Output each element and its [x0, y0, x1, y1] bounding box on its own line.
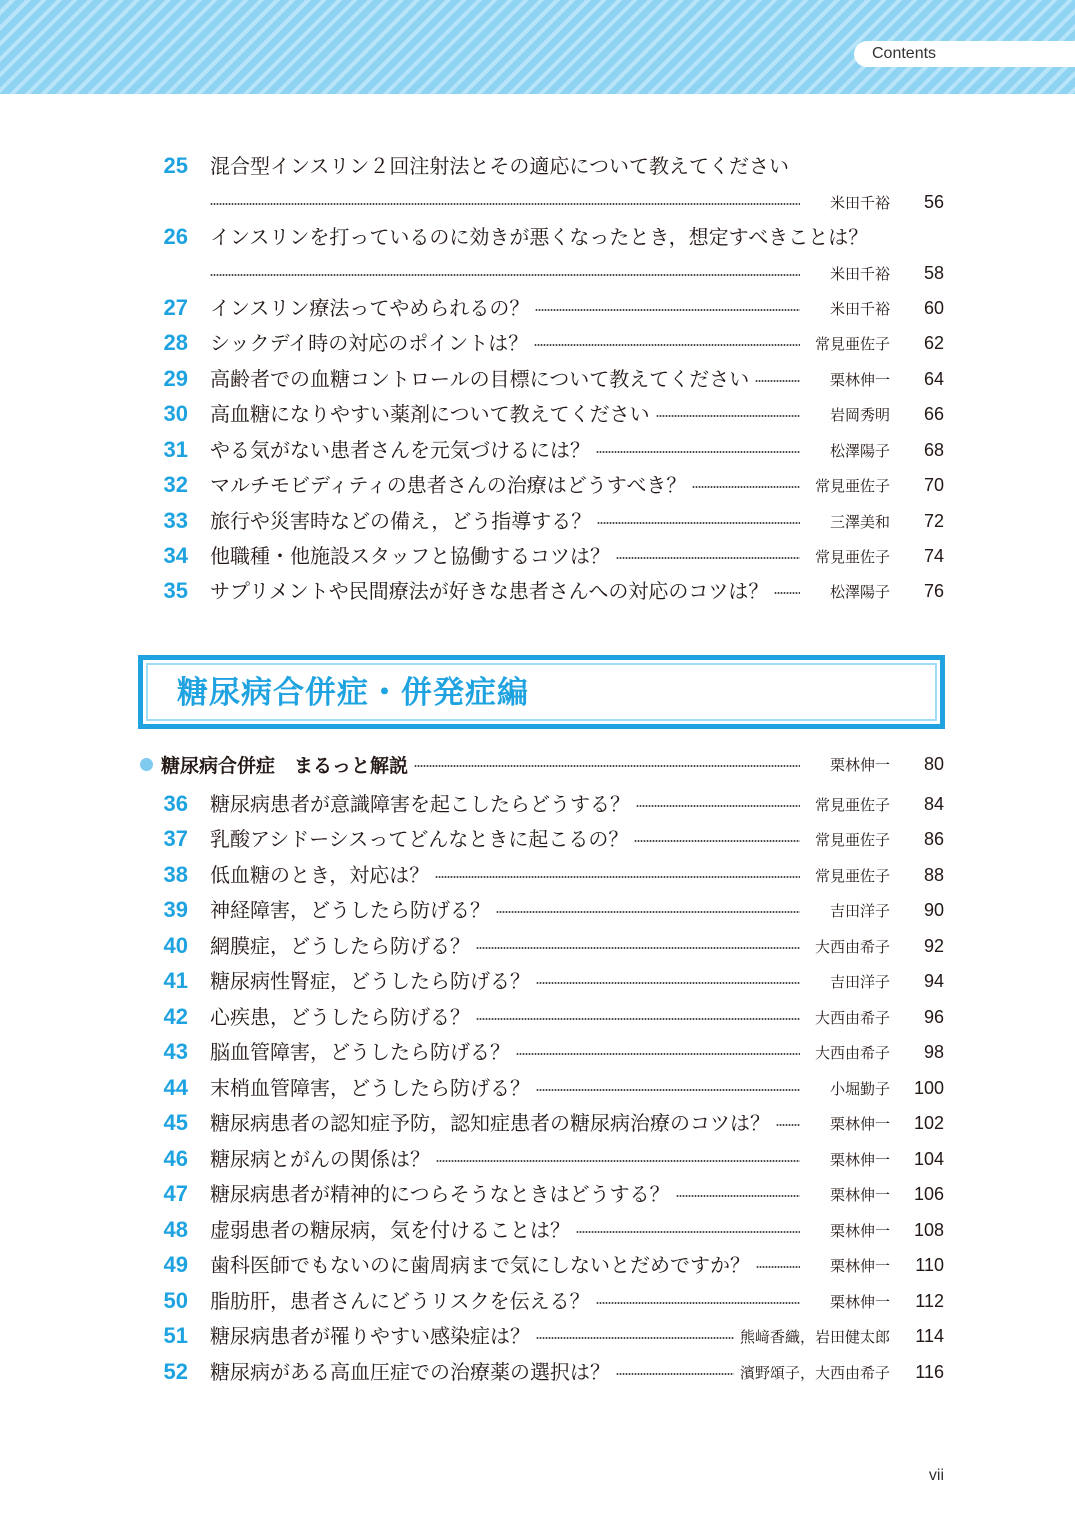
toc-entry[interactable] — [150, 365, 944, 400]
entry-number: 51 — [163, 1323, 188, 1348]
leader-dots — [616, 1373, 734, 1375]
entry-author: 小堀勤子 — [829, 1079, 890, 1098]
entry-author: 常見亜佐子 — [814, 334, 890, 353]
entry-page: 112 — [915, 1290, 944, 1311]
entry-page: 116 — [915, 1361, 944, 1382]
leader-dots — [634, 840, 800, 842]
entry-author: 濱野頌子，大西由希子 — [739, 1363, 890, 1382]
entry-page: 66 — [923, 403, 944, 424]
section-title: 糖尿病合併症・併発症編 — [177, 675, 529, 711]
entry-title: サプリメントや民間療法が好きな患者さんへの対応のコツは？ — [210, 579, 769, 603]
entry-author: 松澤陽子 — [829, 582, 890, 601]
entry-number: 33 — [163, 508, 188, 533]
entry-title: 糖尿病とがんの関係は？ — [210, 1147, 430, 1171]
leader-dots — [210, 274, 800, 276]
entry-number: 28 — [163, 330, 188, 355]
entry-page: 96 — [923, 1006, 944, 1027]
entry-number: 42 — [163, 1004, 188, 1029]
entry-number: 48 — [163, 1217, 188, 1242]
leader-dots — [210, 203, 800, 205]
entry-page: 86 — [923, 828, 944, 849]
leader-dots — [692, 486, 800, 488]
toc-entry[interactable] — [150, 1038, 944, 1073]
entry-page: 84 — [923, 793, 944, 814]
leader-dots — [536, 1089, 800, 1091]
entry-author: 栗林伸一 — [829, 1256, 890, 1275]
leader-dots — [535, 309, 800, 311]
entry-title: やる気がない患者さんを元気づけるには？ — [210, 438, 590, 462]
entry-title: 混合型インスリン２回注射法とその適応について教えてください — [210, 154, 789, 178]
entry-author: 大西由希子 — [814, 937, 890, 956]
entry-number: 34 — [163, 543, 188, 568]
entry-title: 網膜症，どうしたら防げる？ — [210, 934, 470, 958]
entry-author: 栗林伸一 — [829, 1114, 890, 1133]
leader-dots — [755, 380, 800, 382]
toc-entry[interactable] — [150, 1322, 944, 1357]
entry-page: 92 — [923, 935, 944, 956]
overview-author: 栗林伸一 — [829, 755, 890, 774]
entry-page: 110 — [915, 1254, 944, 1275]
entry-title: 他職種・他施設スタッフと協働するコツは？ — [210, 544, 610, 568]
entry-title: 歯科医師でもないのに歯周病まで気にしないとだめですか？ — [210, 1253, 750, 1277]
entry-page: 98 — [923, 1041, 944, 1062]
leader-dots — [516, 1053, 800, 1055]
overview-entry[interactable] — [140, 750, 944, 778]
entry-title: 乳酸アシドーシスってどんなときに起こるの？ — [210, 827, 629, 851]
page-number: vii — [928, 1467, 944, 1484]
leader-dots — [576, 1231, 800, 1233]
entry-title: 神経障害，どうしたら防げる？ — [210, 898, 490, 922]
toc-entry[interactable] — [150, 932, 944, 967]
leader-dots — [776, 1124, 800, 1126]
contents-tab: Contents — [854, 41, 1075, 67]
leader-dots — [476, 947, 800, 949]
entry-number: 26 — [163, 224, 188, 249]
overview-page: 80 — [923, 753, 944, 774]
leader-dots — [756, 1266, 800, 1268]
toc-entry[interactable] — [150, 1074, 944, 1109]
entry-page: 56 — [923, 191, 944, 212]
entry-number: 36 — [163, 791, 188, 816]
toc-entry[interactable] — [150, 790, 944, 825]
toc-entry[interactable] — [150, 577, 944, 612]
toc-entry[interactable] — [150, 1109, 944, 1144]
entry-number: 25 — [163, 153, 188, 178]
leader-dots — [536, 982, 800, 984]
toc-entry[interactable] — [150, 896, 944, 931]
section-heading-box — [138, 655, 945, 729]
toc-entry[interactable] — [150, 825, 944, 860]
toc-entry[interactable] — [150, 1216, 944, 1251]
entry-number: 52 — [163, 1359, 188, 1384]
entry-number: 29 — [163, 366, 188, 391]
entry-author: 大西由希子 — [814, 1008, 890, 1027]
leader-dots — [616, 557, 800, 559]
entry-page: 100 — [913, 1077, 944, 1098]
entry-number: 31 — [163, 437, 188, 462]
leader-dots — [597, 522, 800, 524]
entry-author: 吉田洋子 — [829, 901, 890, 920]
toc-entry[interactable] — [150, 400, 944, 435]
entry-title: 糖尿病性腎症，どうしたら防げる？ — [210, 969, 530, 993]
entry-page: 90 — [923, 899, 944, 920]
entry-author: 常見亜佐子 — [814, 866, 890, 885]
entry-page: 68 — [923, 439, 944, 460]
toc-entry[interactable] — [150, 542, 944, 577]
entry-number: 44 — [163, 1075, 188, 1100]
entry-page: 70 — [923, 474, 944, 495]
entry-author: 常見亜佐子 — [814, 830, 890, 849]
entry-page: 74 — [923, 545, 944, 566]
entry-title: インスリンを打っているのに効きが悪くなったとき，想定すべきことは？ — [210, 225, 869, 249]
entry-page: 104 — [913, 1148, 944, 1169]
entry-number: 46 — [163, 1146, 188, 1171]
entry-number: 32 — [163, 472, 188, 497]
entry-title: インスリン療法ってやめられるの？ — [210, 296, 530, 320]
toc-entry[interactable] — [150, 152, 944, 222]
entry-author: 米田千裕 — [829, 299, 890, 318]
entry-page: 106 — [913, 1183, 944, 1204]
entry-title: シックデイ時の対応のポイントは？ — [210, 331, 529, 355]
toc-entry[interactable] — [150, 967, 944, 1002]
toc-entry[interactable] — [150, 507, 944, 542]
entry-title: 糖尿病患者の認知症予防，認知症患者の糖尿病治療のコツは？ — [210, 1111, 770, 1135]
leader-dots — [636, 805, 800, 807]
entry-number: 49 — [163, 1252, 188, 1277]
entry-number: 38 — [163, 862, 188, 887]
toc-entry[interactable] — [150, 1180, 944, 1215]
leader-dots — [414, 765, 800, 767]
entry-page: 102 — [913, 1112, 944, 1133]
toc-entry[interactable] — [150, 329, 944, 364]
toc-entry[interactable] — [150, 861, 944, 896]
entry-page: 60 — [923, 297, 944, 318]
entry-author: 栗林伸一 — [829, 1221, 890, 1240]
entry-number: 45 — [163, 1110, 188, 1135]
entry-number: 40 — [163, 933, 188, 958]
leader-dots — [534, 344, 800, 346]
entry-author: 常見亜佐子 — [814, 476, 890, 495]
toc-entry[interactable] — [150, 471, 944, 506]
entry-author: 栗林伸一 — [829, 370, 890, 389]
entry-author: 栗林伸一 — [829, 1185, 890, 1204]
entry-title: 虚弱患者の糖尿病，気を付けることは？ — [210, 1218, 570, 1242]
entry-page: 72 — [923, 510, 944, 531]
entry-page: 88 — [923, 864, 944, 885]
toc-entry[interactable] — [150, 223, 944, 293]
leader-dots — [774, 592, 800, 594]
entry-page: 114 — [915, 1325, 944, 1346]
entry-number: 41 — [163, 968, 188, 993]
entry-author: 栗林伸一 — [829, 1292, 890, 1311]
entry-title: 脳血管障害，どうしたら防げる？ — [210, 1040, 510, 1064]
entry-number: 27 — [163, 295, 188, 320]
toc-entry[interactable] — [150, 1003, 944, 1038]
entry-number: 30 — [163, 401, 188, 426]
entry-title: 旅行や災害時などの備え，どう指導する？ — [210, 509, 592, 533]
entry-author: 常見亜佐子 — [814, 547, 890, 566]
toc-entry[interactable] — [150, 1358, 944, 1393]
entry-author: 熊﨑香織，岩田健太郎 — [739, 1327, 890, 1346]
toc-entry[interactable] — [150, 1251, 944, 1286]
leader-dots — [656, 415, 800, 417]
leader-dots — [476, 1018, 800, 1020]
entry-author: 常見亜佐子 — [814, 795, 890, 814]
entry-page: 58 — [923, 262, 944, 283]
entry-number: 37 — [163, 826, 188, 851]
entry-title: 糖尿病患者が精神的につらそうなときはどうする？ — [210, 1182, 670, 1206]
entry-title: 末梢血管障害，どうしたら防げる？ — [210, 1076, 530, 1100]
entry-page: 94 — [923, 970, 944, 991]
leader-dots — [496, 911, 800, 913]
entry-title: 糖尿病患者が意識障害を起こしたらどうする？ — [210, 792, 630, 816]
entry-title: 心疾患，どうしたら防げる？ — [210, 1005, 470, 1029]
overview-title: 糖尿病合併症 まるっと解説 — [161, 754, 409, 777]
entry-number: 47 — [163, 1181, 188, 1206]
leader-dots — [596, 1302, 800, 1304]
entry-author: 岩岡秀明 — [829, 405, 890, 424]
entry-page: 76 — [923, 580, 944, 601]
entry-number: 35 — [163, 578, 188, 603]
entry-author: 吉田洋子 — [829, 972, 890, 991]
entry-title: 低血糖のとき，対応は？ — [210, 863, 430, 887]
entry-title: 脂肪肝，患者さんにどうリスクを伝える？ — [210, 1289, 590, 1313]
entry-page: 62 — [923, 332, 944, 353]
toc-entry[interactable] — [150, 1145, 944, 1180]
entry-author: 栗林伸一 — [829, 1150, 890, 1169]
leader-dots — [435, 876, 800, 878]
leader-dots — [536, 1337, 734, 1339]
entry-number: 39 — [163, 897, 188, 922]
entry-author: 松澤陽子 — [829, 441, 890, 460]
entry-title: 糖尿病患者が罹りやすい感染症は？ — [210, 1324, 530, 1348]
entry-number: 50 — [163, 1288, 188, 1313]
bullet-icon — [140, 758, 153, 771]
entry-number: 43 — [163, 1039, 188, 1064]
toc-entry[interactable] — [150, 436, 944, 471]
entry-author: 三澤美和 — [829, 512, 890, 531]
entry-author: 米田千裕 — [829, 193, 890, 212]
leader-dots — [436, 1160, 800, 1162]
entry-author: 大西由希子 — [814, 1043, 890, 1062]
entry-title: 高血糖になりやすい薬剤について教えてください — [210, 402, 650, 426]
leader-dots — [596, 451, 800, 453]
entry-author: 米田千裕 — [829, 264, 890, 283]
entry-page: 64 — [923, 368, 944, 389]
entry-title: マルチモビディティの患者さんの治療はどうすべき？ — [210, 473, 687, 497]
toc-entry[interactable] — [150, 1287, 944, 1322]
leader-dots — [676, 1195, 800, 1197]
entry-title: 高齢者での血糖コントロールの目標について教えてください — [210, 367, 750, 391]
entry-title: 糖尿病がある高血圧症での治療薬の選択は？ — [210, 1360, 610, 1384]
toc-entry[interactable] — [150, 294, 944, 329]
entry-page: 108 — [913, 1219, 944, 1240]
